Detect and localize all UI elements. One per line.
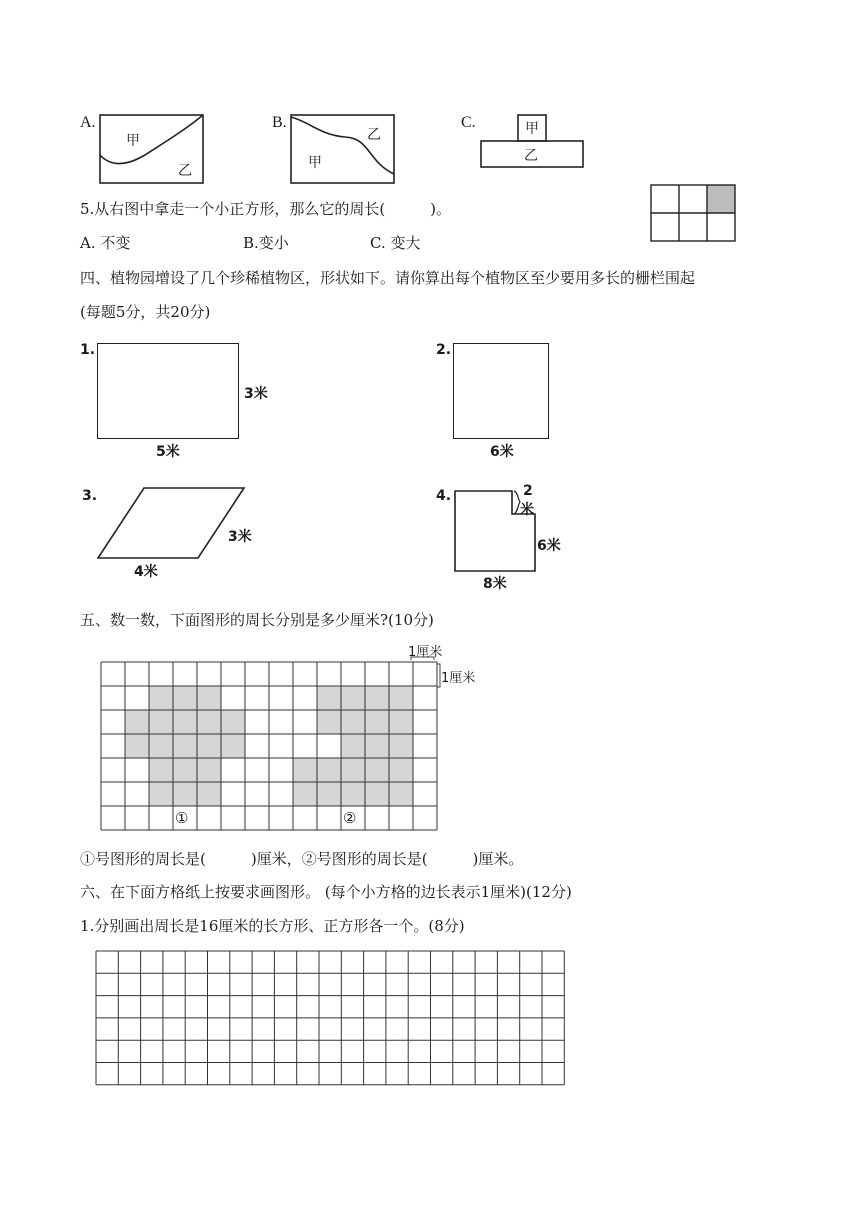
- figure3-side-label: 3米: [228, 529, 252, 545]
- figure2-side-label: 6米: [490, 444, 514, 460]
- option-c-region1: 甲: [525, 121, 539, 137]
- option-b-letter: B.: [272, 114, 287, 131]
- figure4-notch-label-bottom: 米: [520, 502, 534, 518]
- figure3-base-label: 4米: [134, 564, 158, 580]
- q5-option-b: B.变小: [243, 234, 289, 252]
- unit-label-top: 1厘米: [408, 645, 443, 660]
- figure4-number: 4.: [436, 488, 452, 504]
- option-a-region2: 乙: [178, 163, 192, 179]
- section5-heading: 五、数一数，下面图形的周长分别是多少厘米?(10分): [80, 611, 434, 629]
- section4-subheading: (每题5分，共20分): [80, 303, 211, 321]
- figure1-width-label: 3米: [244, 386, 268, 402]
- figure1-number: 1.: [80, 342, 96, 358]
- figure4-base-label: 8米: [483, 576, 507, 592]
- shape2-marker: ②: [343, 809, 357, 827]
- unit-label-side: 1厘米: [441, 671, 476, 686]
- q5-option-c: C. 变大: [370, 234, 421, 252]
- option-b-region2: 甲: [308, 155, 322, 171]
- option-c-region2: 乙: [524, 148, 538, 164]
- section6-heading: 六、在下面方格纸上按要求画图形。 (每个小方格的边长表示1厘米)(12分): [80, 883, 572, 901]
- option-a-region1: 甲: [126, 133, 140, 149]
- figure4-notch-label-top: 2: [523, 483, 533, 499]
- option-b-region1: 乙: [367, 127, 381, 143]
- section6-q1: 1.分别画出周长是16厘米的长方形、正方形各一个。(8分): [80, 917, 465, 935]
- figure3-number: 3.: [82, 488, 98, 504]
- figure1-length-label: 5米: [156, 444, 180, 460]
- section5-answer-line: ①号图形的周长是( )厘米，②号图形的周长是( )厘米。: [80, 850, 524, 868]
- option-c-letter: C.: [461, 114, 476, 131]
- figure2-number: 2.: [436, 342, 452, 358]
- section4-heading: 四、植物园增设了几个珍稀植物区，形状如下。请你算出每个植物区至少要用多长的栅栏围起: [80, 269, 696, 287]
- q5-question: 5.从右图中拿走一个小正方形，那么它的周长( )。: [80, 200, 452, 218]
- shape1-marker: ①: [175, 809, 189, 827]
- q5-option-a: A. 不变: [80, 234, 131, 252]
- option-a-letter: A.: [80, 114, 96, 131]
- figure4-height-label: 6米: [537, 538, 561, 554]
